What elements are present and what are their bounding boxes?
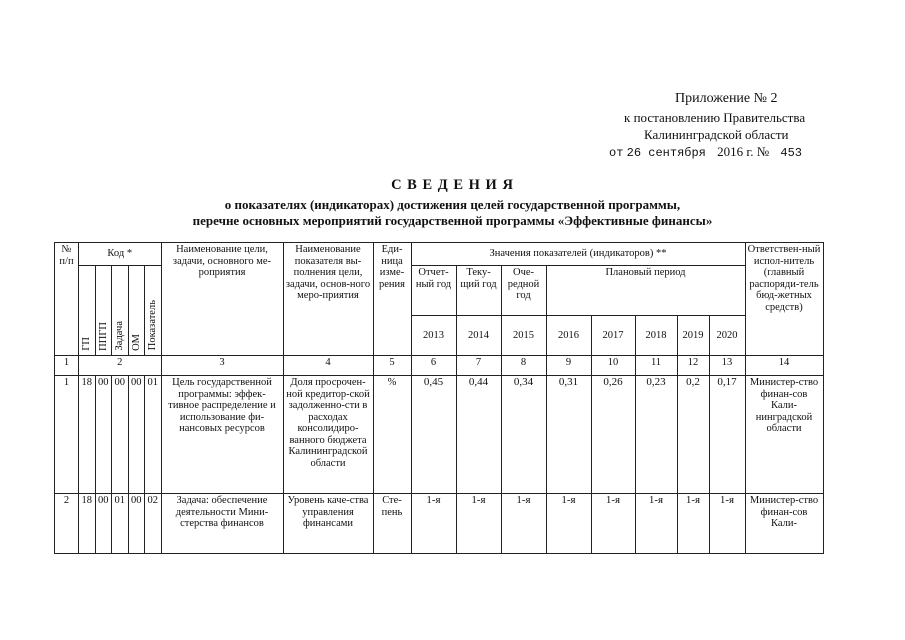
header-code-om: ОМ bbox=[128, 266, 145, 356]
row-value: 0,26 bbox=[591, 376, 635, 494]
header-report-year: Отчет-ный год bbox=[411, 266, 456, 316]
indicators-table bbox=[54, 242, 824, 554]
row-code: 18 bbox=[79, 376, 96, 494]
column-number: 10 bbox=[591, 356, 635, 376]
row-num: 1 bbox=[55, 376, 79, 494]
column-number: 13 bbox=[709, 356, 745, 376]
date-day-month: 26 сентября bbox=[626, 146, 706, 160]
row-code: 00 bbox=[128, 376, 145, 494]
table-row bbox=[55, 494, 824, 554]
header-year: 2015 bbox=[501, 316, 546, 356]
row-value: 1-я bbox=[411, 494, 456, 554]
header-year: 2020 bbox=[709, 316, 745, 356]
column-number: 1 bbox=[55, 356, 79, 376]
page-subtitle-1: о показателях (индикаторах) достижения целей государственной программы, bbox=[224, 197, 681, 212]
date-number: 453 bbox=[780, 146, 803, 160]
header-unit: Еди-ница изме-рения bbox=[373, 243, 411, 356]
page-subtitle-2: перечне основных мероприятий государственной программы «Эффективные финансы» bbox=[192, 213, 713, 228]
header-next-year: Оче-редной год bbox=[501, 266, 546, 316]
header-responsible: Ответствен-ный испол-нитель (главный распоряди-тель бюд-жетных средств) bbox=[745, 243, 823, 356]
row-code: 18 bbox=[79, 494, 96, 554]
header-code-indicator: Показатель bbox=[145, 266, 162, 356]
row-value: 1-я bbox=[635, 494, 677, 554]
appendix-line1: к постановлению Правительства bbox=[624, 110, 806, 125]
row-unit: % bbox=[373, 376, 411, 494]
row-value: 1-я bbox=[501, 494, 546, 554]
header-values: Значения показателей (индикаторов) ** bbox=[411, 243, 745, 266]
header-year: 2017 bbox=[591, 316, 635, 356]
column-number: 11 bbox=[635, 356, 677, 376]
row-value: 1-я bbox=[591, 494, 635, 554]
header-year: 2019 bbox=[677, 316, 709, 356]
header-plan-period: Плановый период bbox=[546, 266, 745, 316]
row-code: 00 bbox=[128, 494, 145, 554]
header-current-year: Теку-щий год bbox=[456, 266, 501, 316]
header-indicator: Наименование показателя вы-полнения цели, задачи, основ-ного меро-приятия bbox=[283, 243, 373, 356]
date-year: 2016 г. № bbox=[717, 144, 770, 159]
row-value: 1-я bbox=[677, 494, 709, 554]
page-title: С В Е Д Е Н И Я bbox=[391, 177, 514, 193]
appendix-line2: Калининградской области bbox=[644, 127, 789, 142]
row-value: 0,31 bbox=[546, 376, 591, 494]
appendix-title: Приложение № 2 bbox=[675, 91, 778, 106]
row-code: 00 bbox=[95, 376, 112, 494]
row-goal: Задача: обеспечение деятельности Мини-стерства финансов bbox=[161, 494, 283, 554]
row-code: 00 bbox=[95, 494, 112, 554]
header-code-ppgp: ППГП bbox=[95, 266, 112, 356]
row-value: 0,34 bbox=[501, 376, 546, 494]
row-code: 01 bbox=[145, 376, 162, 494]
row-goal: Цель государственной программы: эффек-тивное распределение и использование фи-нансовых ресурсов bbox=[161, 376, 283, 494]
row-code: 00 bbox=[112, 376, 129, 494]
header-code-task: Задача bbox=[112, 266, 129, 356]
column-number: 3 bbox=[161, 356, 283, 376]
row-value: 1-я bbox=[709, 494, 745, 554]
appendix-date bbox=[609, 144, 802, 160]
row-code: 02 bbox=[145, 494, 162, 554]
header-year: 2016 bbox=[546, 316, 591, 356]
table-row bbox=[55, 376, 824, 494]
header-code: Код * bbox=[79, 243, 162, 266]
row-value: 0,44 bbox=[456, 376, 501, 494]
column-number: 6 bbox=[411, 356, 456, 376]
row-value: 0,45 bbox=[411, 376, 456, 494]
row-num: 2 bbox=[55, 494, 79, 554]
header-year: 2018 bbox=[635, 316, 677, 356]
row-indicator: Доля просрочен-ной кредитор-ской задолженно-сти в расходах консолидиро-ванного бюджета Калининградской области bbox=[283, 376, 373, 494]
header-code-gp: ГП bbox=[79, 266, 96, 356]
header-goal: Наименование цели, задачи, основного ме-роприятия bbox=[161, 243, 283, 356]
column-number: 9 bbox=[546, 356, 591, 376]
row-value: 0,17 bbox=[709, 376, 745, 494]
column-number: 4 bbox=[283, 356, 373, 376]
row-code: 01 bbox=[112, 494, 129, 554]
row-unit: Сте-пень bbox=[373, 494, 411, 554]
column-number: 7 bbox=[456, 356, 501, 376]
row-value: 0,2 bbox=[677, 376, 709, 494]
row-responsible: Министер-ство финан-сов Кали-нинградской области bbox=[745, 376, 823, 494]
column-number: 14 bbox=[745, 356, 823, 376]
row-value: 1-я bbox=[456, 494, 501, 554]
column-number: 2 bbox=[79, 356, 162, 376]
column-number: 12 bbox=[677, 356, 709, 376]
column-number: 5 bbox=[373, 356, 411, 376]
row-responsible: Министер-ство финан-сов Кали- bbox=[745, 494, 823, 554]
column-number: 8 bbox=[501, 356, 546, 376]
row-value: 1-я bbox=[546, 494, 591, 554]
header-year: 2013 bbox=[411, 316, 456, 356]
header-year: 2014 bbox=[456, 316, 501, 356]
row-value: 0,23 bbox=[635, 376, 677, 494]
header-num: № п/п bbox=[55, 243, 79, 356]
date-prefix: от bbox=[609, 146, 624, 160]
row-indicator: Уровень каче-ства управления финансами bbox=[283, 494, 373, 554]
